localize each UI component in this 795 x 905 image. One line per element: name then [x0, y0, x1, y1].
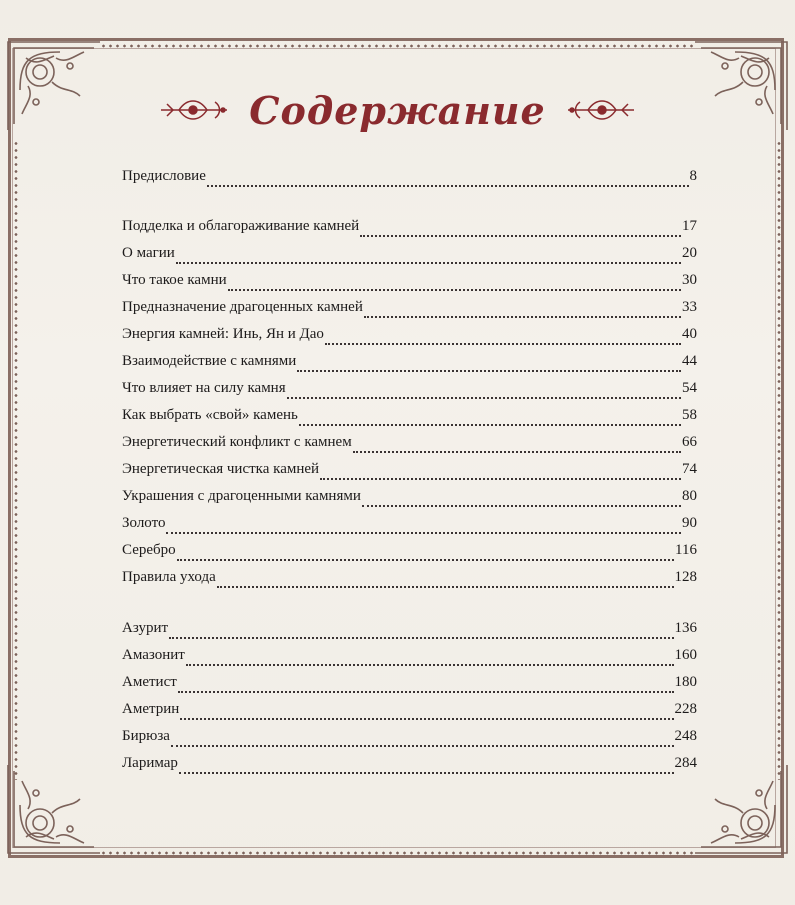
toc-dot-leader	[186, 663, 674, 666]
toc-entry-page: 90	[682, 515, 697, 531]
toc-entry-page: 44	[682, 353, 697, 369]
toc-entry[interactable]	[122, 168, 697, 195]
toc-entry-page: 20	[682, 245, 697, 261]
toc-dot-leader	[207, 184, 689, 187]
toc-dot-leader	[166, 531, 681, 534]
toc-entry-page: 40	[682, 326, 697, 342]
toc-entry-page: 30	[682, 272, 697, 288]
toc-entry-title: Подделка и облагораживание камней	[122, 218, 360, 234]
toc-group-main	[122, 218, 697, 596]
ornament-right-icon	[566, 92, 636, 128]
toc-entry[interactable]	[122, 299, 697, 326]
toc-entry[interactable]	[122, 701, 697, 728]
toc-entry-title: Золото	[122, 515, 166, 531]
toc-dot-leader	[362, 504, 681, 507]
toc-entry-title: Что влияет на силу камня	[122, 380, 286, 396]
toc-group-preface	[122, 168, 697, 195]
toc-entry-page: 33	[682, 299, 697, 315]
toc-entry[interactable]	[122, 407, 697, 434]
toc-entry[interactable]	[122, 569, 697, 596]
toc-dot-leader	[178, 690, 674, 693]
toc-dot-leader	[320, 477, 681, 480]
toc-dot-leader	[360, 234, 681, 237]
toc-entry-title: Азурит	[122, 620, 169, 636]
toc-entry-title: Ларимар	[122, 755, 178, 771]
toc-entry-title: Энергия камней: Инь, Ян и Дао	[122, 326, 324, 342]
toc-group-stones	[122, 620, 697, 782]
page-title: Содержание	[249, 87, 546, 133]
toc-entry-page: 80	[682, 488, 697, 504]
toc-entry-page: 58	[682, 407, 697, 423]
toc-dot-leader	[177, 558, 674, 561]
toc-dot-leader	[176, 261, 681, 264]
toc-dot-leader	[299, 423, 681, 426]
toc-entry[interactable]	[122, 542, 697, 569]
toc-dot-leader	[179, 771, 674, 774]
toc-entry-page: 284	[674, 755, 697, 771]
toc-dot-leader	[353, 450, 681, 453]
toc-entry[interactable]	[122, 647, 697, 674]
toc-dot-leader	[169, 636, 673, 639]
table-of-contents	[122, 168, 697, 782]
toc-dot-leader	[171, 744, 674, 747]
toc-entry-title: Аметист	[122, 674, 177, 690]
border-dots-bottom	[100, 851, 695, 855]
toc-entry[interactable]	[122, 755, 697, 782]
corner-flourish-icon	[0, 755, 110, 865]
toc-entry[interactable]	[122, 674, 697, 701]
toc-entry-page: 248	[674, 728, 697, 744]
toc-entry-page: 54	[682, 380, 697, 396]
toc-dot-leader	[287, 396, 681, 399]
toc-entry-page: 116	[675, 542, 697, 558]
toc-entry[interactable]	[122, 461, 697, 488]
toc-entry[interactable]	[122, 488, 697, 515]
toc-entry-title: Как выбрать «свой» камень	[122, 407, 298, 423]
toc-spacer	[122, 195, 697, 218]
toc-entry[interactable]	[122, 353, 697, 380]
toc-dot-leader	[217, 585, 674, 588]
title-block	[0, 80, 795, 140]
toc-entry-page: 128	[674, 569, 697, 585]
toc-dot-leader	[228, 288, 681, 291]
toc-entry[interactable]	[122, 434, 697, 461]
border-dots-right	[777, 140, 781, 780]
toc-entry[interactable]	[122, 272, 697, 299]
toc-entry-title: Серебро	[122, 542, 176, 558]
toc-dot-leader	[364, 315, 681, 318]
toc-spacer	[122, 596, 697, 620]
corner-flourish-icon	[685, 755, 795, 865]
toc-entry-page: 136	[674, 620, 697, 636]
toc-entry-title: Бирюза	[122, 728, 170, 744]
toc-dot-leader	[325, 342, 681, 345]
toc-entry[interactable]	[122, 515, 697, 542]
toc-entry[interactable]	[122, 245, 697, 272]
border-dots-top	[100, 44, 695, 48]
toc-entry[interactable]	[122, 218, 697, 245]
toc-entry-title: О магии	[122, 245, 175, 261]
toc-entry-title: Аметрин	[122, 701, 180, 717]
border-dots-left	[14, 140, 18, 780]
toc-entry-title: Украшения с драгоценными камнями	[122, 488, 361, 504]
toc-entry-page: 228	[674, 701, 697, 717]
toc-entry[interactable]	[122, 728, 697, 755]
toc-entry-title: Энергетический конфликт с камнем	[122, 434, 352, 450]
toc-entry-page: 8	[689, 168, 697, 184]
toc-entry-title: Энергетическая чистка камней	[122, 461, 320, 477]
toc-entry-page: 180	[674, 674, 697, 690]
toc-entry-page: 160	[674, 647, 697, 663]
toc-entry-title: Амазонит	[122, 647, 185, 663]
toc-entry-title: Что такое камни	[122, 272, 227, 288]
toc-entry-page: 66	[682, 434, 697, 450]
toc-entry-title: Взаимодействие с камнями	[122, 353, 297, 369]
toc-entry[interactable]	[122, 620, 697, 647]
toc-entry-title: Предназначение драгоценных камней	[122, 299, 363, 315]
toc-entry[interactable]	[122, 326, 697, 353]
toc-entry-title: Предисловие	[122, 168, 206, 184]
toc-entry-title: Правила ухода	[122, 569, 216, 585]
ornament-left-icon	[159, 92, 229, 128]
toc-entry-page: 74	[682, 461, 697, 477]
toc-entry-page: 17	[682, 218, 697, 234]
toc-dot-leader	[180, 717, 673, 720]
toc-dot-leader	[297, 369, 681, 372]
toc-entry[interactable]	[122, 380, 697, 407]
